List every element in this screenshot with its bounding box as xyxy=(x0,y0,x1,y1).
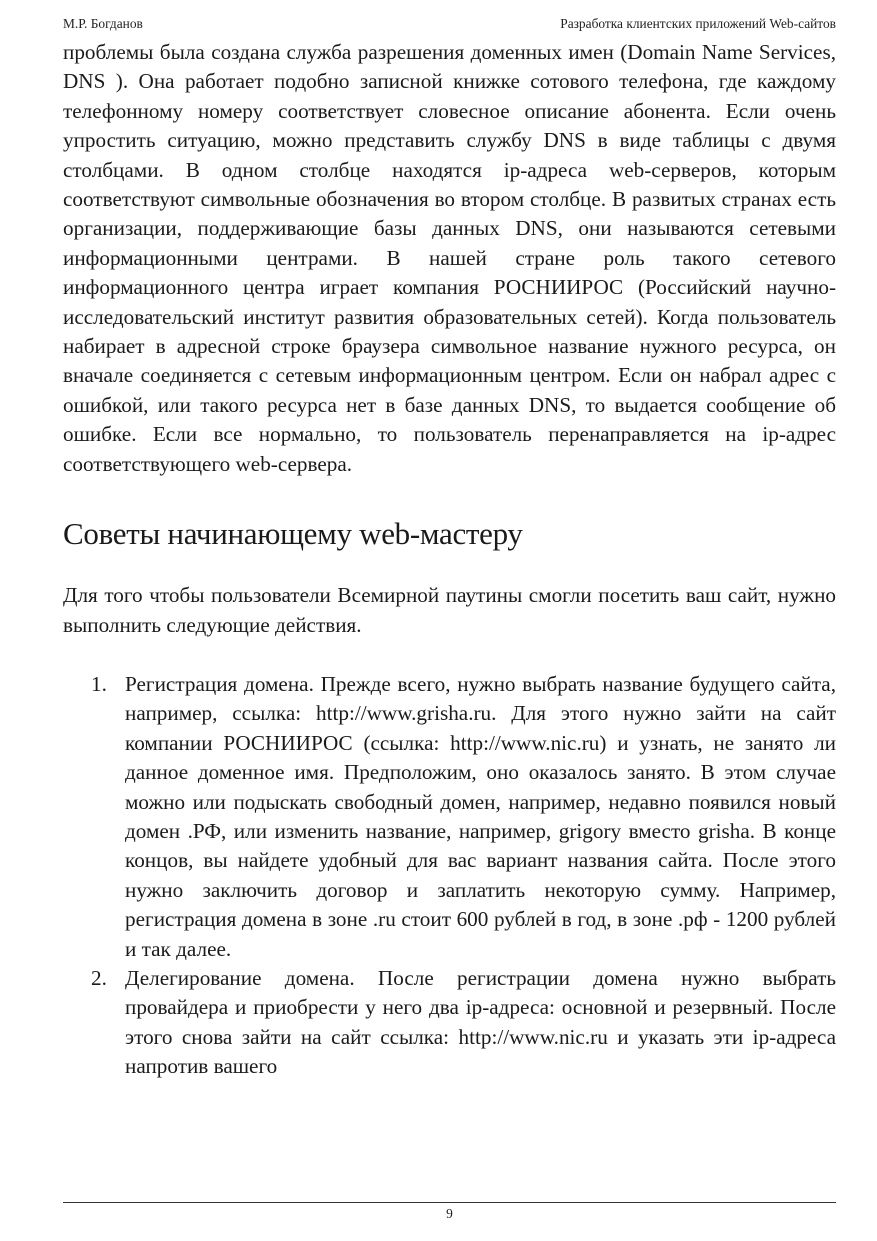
steps-list xyxy=(63,670,836,1082)
dns-paragraph: проблемы была создана служба разрешения доменных имен (Domain Name Services, DNS ). Она работает подобно записной книжке сотового телефона, где каждому телефонному номеру соответствует словесное описание абонента. Если очень упростить ситуацию, можно представить службу DNS в виде таблицы с двумя столбцами. В одном столбце находятся ip-адреса web-серверов, которым соответствуют символьные обозначения во втором столбце. В развитых странах есть организации, поддерживающие базы данных DNS, они называются сетевыми информационными центрами. В нашей стране роль такого сетевого информационного центра играет компания РОСНИИРОС (Российский научно-исследовательский институт развития образовательных сетей). Когда пользователь набирает в адресной строке браузера символьное название нужного ресурса, он вначале соединяется с сетевым информационным центром. Если он набрал адрес с ошибкой, или такого ресурса нет в базе данных DNS, то выдается сообщение об ошибке. Если все нормально, то пользователь перенаправляется на ip-адрес соответствующего web-сервера. xyxy=(63,40,836,476)
list-item xyxy=(63,670,836,964)
list-item-text: Делегирование домена. После регистрации домена нужно выбрать провайдера и приобрести у него два ip-адреса: основной и резервный. После этого снова зайти на сайт ссылка: http://www.nic.ru и указать эти ip-адреса напротив вашего xyxy=(125,965,836,1079)
list-item-number: 2. xyxy=(91,965,107,990)
footer-divider xyxy=(63,1202,836,1203)
header-author: М.Р. Богданов xyxy=(63,16,143,31)
running-header xyxy=(63,16,836,32)
page-number: 9 xyxy=(446,1206,453,1221)
header-book-title: Разработка клиентских приложений Web-сайтов xyxy=(560,16,836,31)
document-page xyxy=(63,0,836,1241)
list-item-text: Регистрация домена. Прежде всего, нужно выбрать название будущего сайта, например, ссылка: http://www.grisha.ru. Для этого нужно зайти на сайт компании РОСНИИРОС (ссылка: http://www.nic.ru) и узнать, не занято ли данное доменное имя. Предположим, оно оказалось занято. В этом случае можно или подыскать свободный домен, например, недавно появился новый домен .РФ, или изменить название, например, grigory вместо grisha. В конце концов, вы найдете удобный для вас вариант названия сайта. После этого нужно заключить договор и заплатить некоторую сумму. Например, регистрация домена в зоне .ru стоит 600 рублей в год, в зоне .рф - 1200 рублей и так далее. xyxy=(125,671,836,961)
list-item-number: 1. xyxy=(91,671,107,696)
section-heading: Советы начинающему web-мастеру xyxy=(63,516,523,552)
intro-paragraph: Для того чтобы пользователи Всемирной паутины смогли посетить ваш сайт, нужно выполнить следующие действия. xyxy=(63,583,836,637)
body-text xyxy=(63,38,836,1082)
list-item xyxy=(63,964,836,1082)
